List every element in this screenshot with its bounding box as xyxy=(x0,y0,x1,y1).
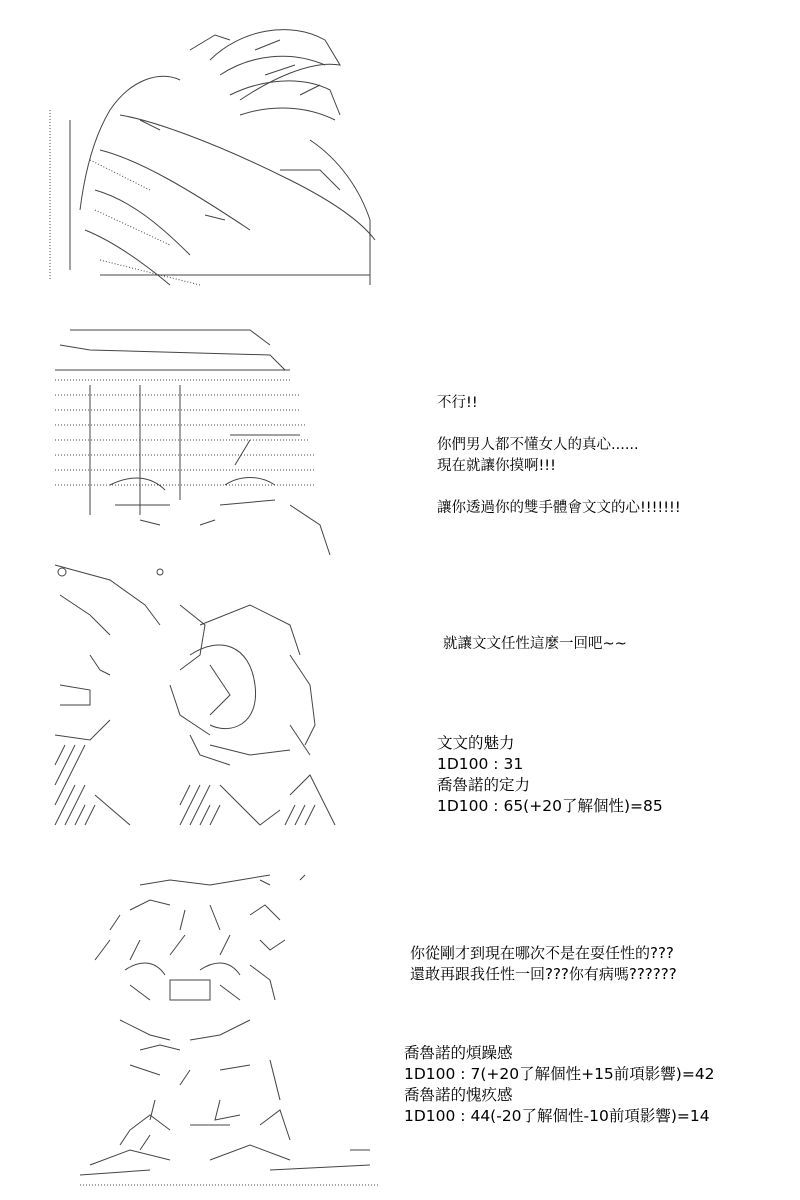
panel2-dialogue xyxy=(437,393,681,519)
request-line: 就讓文文任性這麼一回吧~~ xyxy=(443,636,627,652)
dialogue-line: 讓你透過你的雙手體會文文的心!!!!!!! xyxy=(437,500,681,516)
roll-value: 1D100 : 44(-20了解個性-10前項影響)=14 xyxy=(404,1107,710,1125)
roll-label: 喬魯諾的煩躁感 xyxy=(404,1044,513,1062)
roll-value: 1D100 : 65(+20了解個性)=85 xyxy=(437,797,663,815)
aya-ascii-art xyxy=(50,325,350,835)
roll-label: 文文的魅力 xyxy=(437,734,515,752)
dialogue-line: 現在就讓你摸啊!!! xyxy=(437,458,556,474)
panel2-request xyxy=(443,634,627,655)
dialogue-line: 還敢再跟我任性一回???你有病嗎?????? xyxy=(410,965,677,983)
panel3-dialogue xyxy=(410,943,677,985)
roll-label: 喬魯諾的定力 xyxy=(437,776,531,794)
roll-value: 1D100 : 31 xyxy=(437,755,524,773)
dialogue-line: 你從剛才到現在哪次不是在耍任性的??? xyxy=(410,944,674,962)
dialogue-line: 不行!! xyxy=(437,395,478,411)
dialogue-line: 你們男人都不懂女人的真心...... xyxy=(437,437,639,453)
giorno-ascii-art xyxy=(70,870,390,1190)
roll-label: 喬魯諾的愧疚感 xyxy=(404,1086,513,1104)
hand-ascii-art xyxy=(40,20,380,290)
panel3-roll xyxy=(404,1043,715,1127)
roll-value: 1D100 : 7(+20了解個性+15前項影響)=42 xyxy=(404,1065,715,1083)
panel2-roll xyxy=(437,733,663,817)
